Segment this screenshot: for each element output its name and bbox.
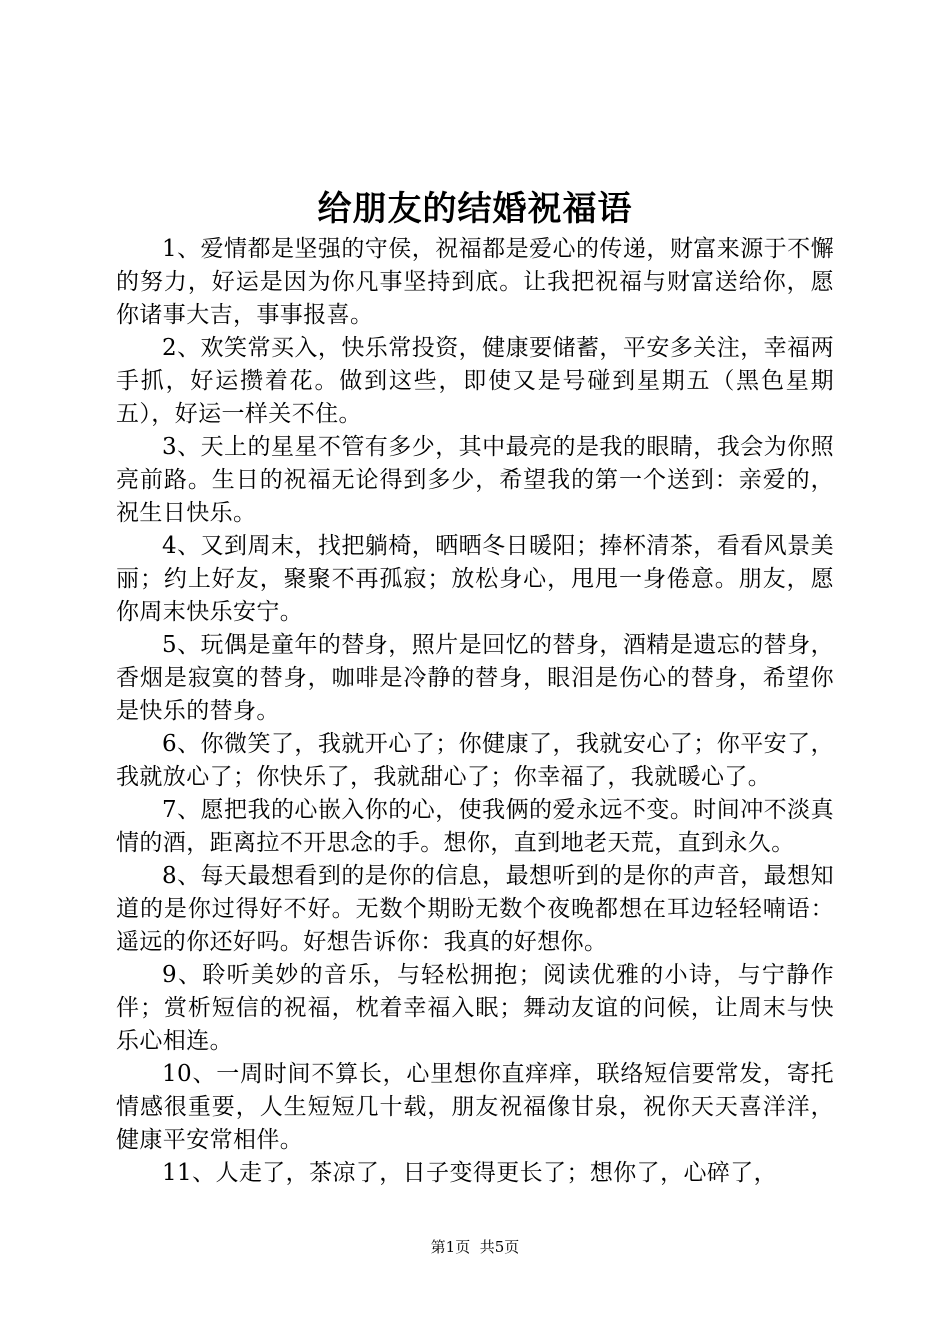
paragraph-6: 6、你微笑了，我就开心了；你健康了，我就安心了；你平安了，我就放心了；你快乐了，我就甜心了；你幸福了，我就暖心了。 — [116, 731, 834, 790]
paragraph-5: 5、玩偶是童年的替身，照片是回忆的替身，酒精是遗忘的替身，香烟是寂寞的替身，咖啡是冷静的替身，眼泪是伤心的替身，希望你是快乐的替身。 — [116, 632, 834, 724]
paragraph-10: 10、一周时间不算长，心里想你直痒痒，联络短信要常发，寄托情感很重要，人生短短几十载，朋友祝福像甘泉，祝你天天喜洋洋，健康平安常相伴。 — [116, 1061, 834, 1153]
paragraph-2: 2、欢笑常买入，快乐常投资，健康要储蓄，平安多关注，幸福两手抓，好运攒着花。做到这些，即使又是号碰到星期五（黑色星期五），好运一样关不住。 — [116, 335, 834, 427]
paragraph-4: 4、又到周末，找把躺椅，晒晒冬日暖阳；捧杯清茶，看看风景美丽；约上好友，聚聚不再孤寂；放松身心，甩甩一身倦意。朋友，愿你周末快乐安宁。 — [116, 533, 834, 625]
document-title: 给朋友的结婚祝福语 — [317, 189, 633, 229]
paragraph-1: 1、爱情都是坚强的守侯，祝福都是爱心的传递，财富来源于不懈的努力，好运是因为你凡事坚持到底。让我把祝福与财富送给你，愿你诸事大吉，事事报喜。 — [116, 236, 834, 328]
page-number: 第1页 — [430, 1238, 471, 1256]
document-body — [116, 233, 834, 1190]
paragraph-9: 9、聆听美妙的音乐，与轻松拥抱；阅读优雅的小诗，与宁静作伴；赏析短信的祝福，枕着幸福入眠；舞动友谊的问候，让周末与快乐心相连。 — [116, 962, 834, 1054]
paragraph-3: 3、天上的星星不管有多少，其中最亮的是我的眼睛，我会为你照亮前路。生日的祝福无论得到多少，希望我的第一个送到：亲爱的，祝生日快乐。 — [116, 434, 834, 526]
paragraph-11: 11、人走了，茶凉了，日子变得更长了；想你了，心碎了， — [162, 1160, 778, 1186]
paragraph-8: 8、每天最想看到的是你的信息，最想听到的是你的声音，最想知道的是你过得好不好。无数个期盼无数个夜晚都想在耳边轻轻喃语：遥远的你还好吗。好想告诉你：我真的好想你。 — [116, 863, 834, 955]
page-total: 共5页 — [479, 1238, 520, 1256]
page-footer — [0, 1236, 950, 1258]
paragraph-7: 7、愿把我的心嵌入你的心，使我俩的爱永远不变。时间冲不淡真情的酒，距离拉不开思念的手。想你，直到地老天荒，直到永久。 — [116, 797, 834, 856]
